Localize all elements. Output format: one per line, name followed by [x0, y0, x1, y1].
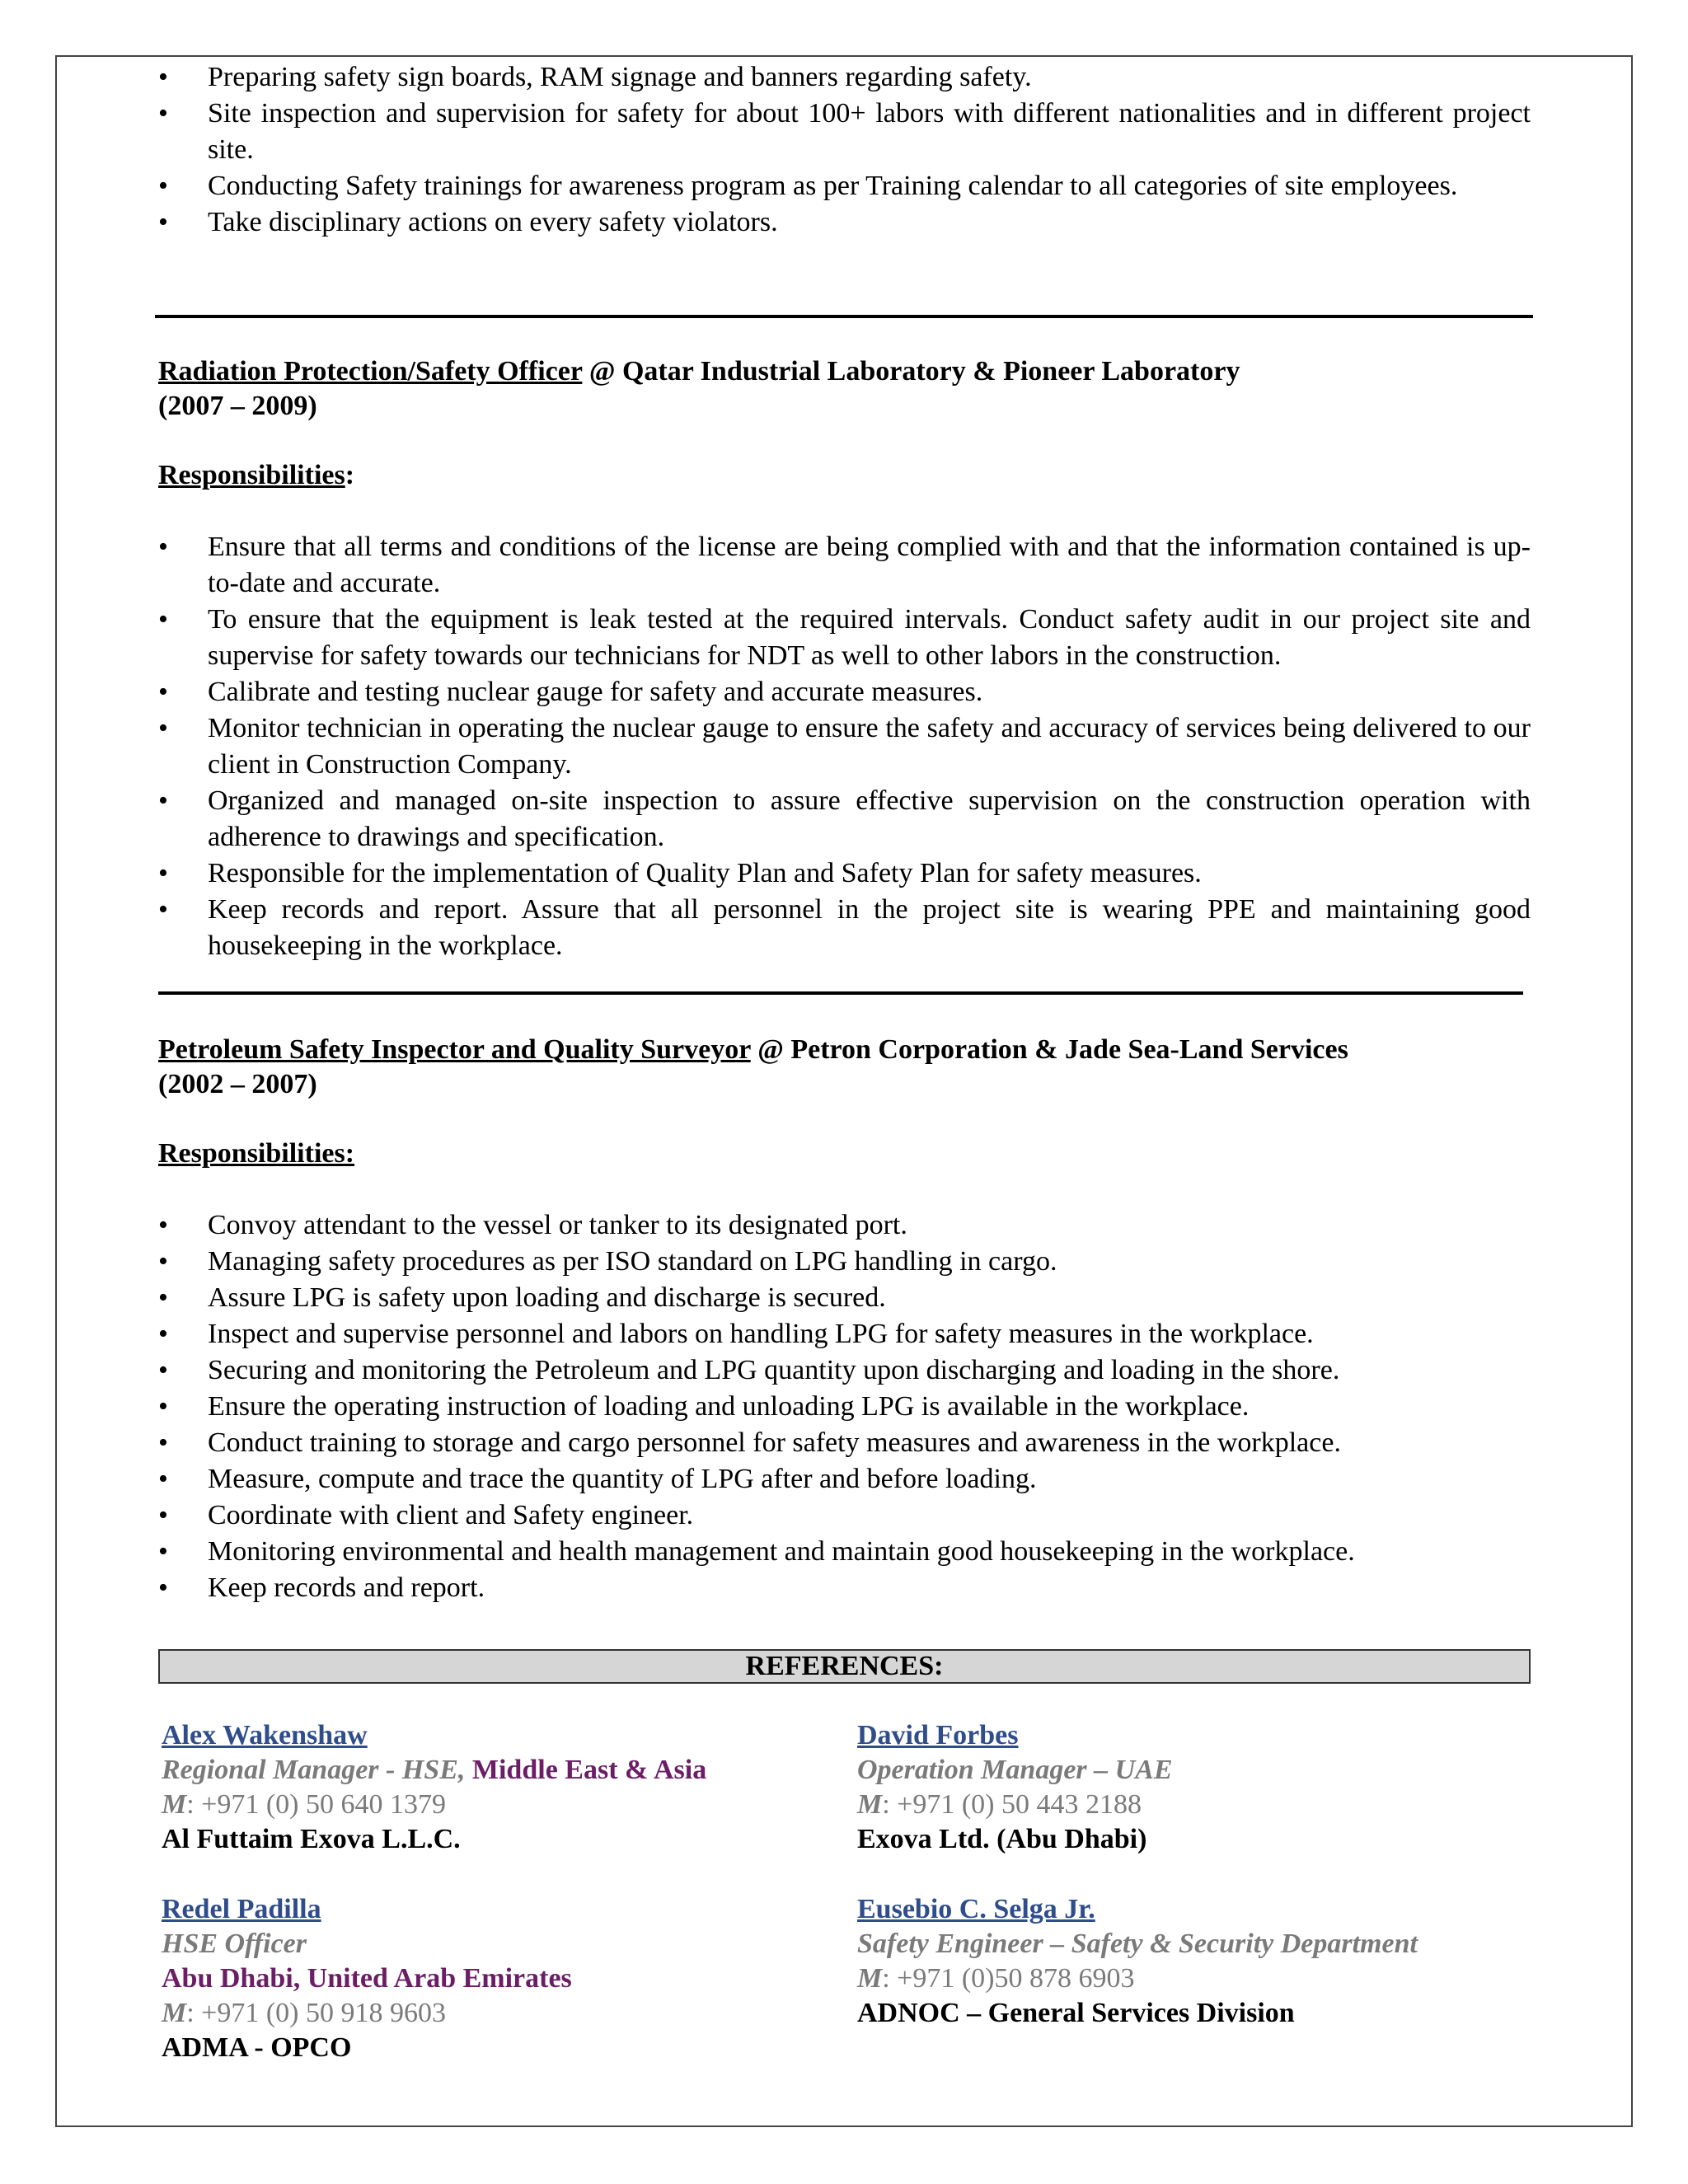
reference-redel-padilla [162, 1892, 572, 2065]
reference-role: Operation Manager – UAE [857, 1755, 1173, 1785]
phone-label: M [857, 1789, 883, 1820]
reference-eusebio-selga [857, 1892, 1418, 2031]
job-title [158, 1033, 1531, 1067]
job-role: Petroleum Safety Inspector and Quality Surveyor [158, 1034, 751, 1065]
phone-number: : +971 (0) 50 918 9603 [186, 1998, 446, 2028]
reference-phone [857, 1788, 1173, 1822]
phone-number: : +971 (0) 50 640 1379 [186, 1789, 446, 1820]
references-heading: REFERENCES: [158, 1649, 1531, 1684]
reference-phone [857, 1961, 1418, 1996]
intro-section [158, 59, 1531, 241]
list-item: • Ensure the operating instruction of loading and unloading LPG is available in the workplace. [158, 1389, 1531, 1425]
list-item: • Ensure that all terms and conditions of the license are being complied with and that the information contained is up-to-date and accurate. [158, 529, 1531, 602]
phone-number: : +971 (0)50 878 6903 [882, 1963, 1135, 1994]
job-period: (2007 – 2009) [158, 391, 317, 421]
list-item: • Conducting Safety trainings for awareness program as per Training calendar to all categories of site employees. [158, 168, 1531, 204]
list-item: • Calibrate and testing nuclear gauge for safety and accurate measures. [158, 674, 1531, 710]
reference-role: Safety Engineer – Safety & Security Department [857, 1929, 1418, 1959]
list-item: • Coordinate with client and Safety engineer. [158, 1497, 1531, 1534]
job-period: (2002 – 2007) [158, 1069, 317, 1099]
list-item: • Keep records and report. Assure that all personnel in the project site is wearing PPE and maintaining good housekeeping in the workplace. [158, 892, 1531, 964]
list-item: • Monitor technician in operating the nuclear gauge to ensure the safety and accuracy of services being delivered to our client in Construction Company. [158, 710, 1531, 783]
reference-region: Middle East & Asia [465, 1755, 707, 1785]
reference-phone [162, 1788, 706, 1822]
section-divider [155, 315, 1533, 318]
job-employer: @ Qatar Industrial Laboratory & Pioneer Laboratory [582, 356, 1240, 387]
reference-company: Al Futtaim Exova L.L.C. [162, 1824, 461, 1854]
list-item: • Site inspection and supervision for safety for about 100+ labors with different nationalities and in different project site. [158, 96, 1531, 168]
reference-company: ADMA - OPCO [162, 2032, 352, 2063]
section-divider [158, 991, 1523, 995]
reference-company: Exova Ltd. (Abu Dhabi) [857, 1824, 1147, 1854]
phone-label: M [162, 1789, 187, 1820]
list-item: • Measure, compute and trace the quantity of LPG after and before loading. [158, 1461, 1531, 1497]
list-item: • Keep records and report. [158, 1570, 1531, 1606]
reference-role [162, 1753, 706, 1788]
reference-david-forbes [857, 1718, 1173, 1857]
responsibilities-heading [158, 1137, 1531, 1171]
list-item: • Managing safety procedures as per ISO standard on LPG handling in cargo. [158, 1244, 1531, 1280]
responsibilities-heading [158, 458, 1531, 493]
job-petroleum-inspector [158, 1033, 1531, 1606]
phone-label: M [857, 1963, 883, 1994]
reference-role: HSE Officer [162, 1929, 307, 1959]
reference-role-title: Regional Manager - HSE, [162, 1755, 466, 1785]
list-item: • Monitoring environmental and health management and maintain good housekeeping in the workplace. [158, 1534, 1531, 1570]
reference-name[interactable]: Eusebio C. Selga Jr. [857, 1894, 1095, 1924]
intro-bullet-list [158, 59, 1531, 241]
responsibilities-label: Responsibilities: [158, 1138, 355, 1169]
reference-company: ADNOC – General Services Division [857, 1998, 1295, 2028]
phone-number: : +971 (0) 50 443 2188 [882, 1789, 1142, 1820]
reference-region: Abu Dhabi, United Arab Emirates [162, 1963, 572, 1994]
job-title [158, 354, 1531, 389]
list-item: • Conduct training to storage and cargo personnel for safety measures and awareness in the workplace. [158, 1425, 1531, 1461]
phone-label: M [162, 1998, 187, 2028]
job1-bullet-list [158, 529, 1531, 964]
list-item: • Inspect and supervise personnel and labors on handling LPG for safety measures in the workplace. [158, 1316, 1531, 1352]
list-item: • Convoy attendant to the vessel or tanker to its designated port. [158, 1207, 1531, 1244]
reference-name[interactable]: Alex Wakenshaw [162, 1720, 368, 1750]
reference-name[interactable]: David Forbes [857, 1720, 1019, 1750]
list-item: • To ensure that the equipment is leak tested at the required intervals. Conduct safety audit in our project site and supervise for safety towards our technicians for NDT as well to other labors in the construction. [158, 602, 1531, 674]
list-item: • Assure LPG is safety upon loading and discharge is secured. [158, 1280, 1531, 1316]
reference-phone [162, 1996, 572, 2031]
reference-alex-wakenshaw [162, 1718, 706, 1857]
list-item: • Take disciplinary actions on every safety violators. [158, 204, 1531, 241]
job2-bullet-list [158, 1207, 1531, 1606]
reference-name[interactable]: Redel Padilla [162, 1894, 321, 1924]
list-item: • Securing and monitoring the Petroleum and LPG quantity upon discharging and loading in the shore. [158, 1352, 1531, 1389]
job-role: Radiation Protection/Safety Officer [158, 356, 583, 387]
responsibilities-label: Responsibilities [158, 460, 345, 490]
list-item: • Organized and managed on-site inspection to assure effective supervision on the construction operation with adherence to drawings and specification. [158, 783, 1531, 855]
job-radiation-officer [158, 354, 1531, 964]
job-employer: @ Petron Corporation & Jade Sea-Land Services [750, 1034, 1348, 1065]
list-item: • Responsible for the implementation of Quality Plan and Safety Plan for safety measures. [158, 855, 1531, 892]
responsibilities-colon: : [345, 460, 355, 490]
list-item: • Preparing safety sign boards, RAM signage and banners regarding safety. [158, 59, 1531, 96]
